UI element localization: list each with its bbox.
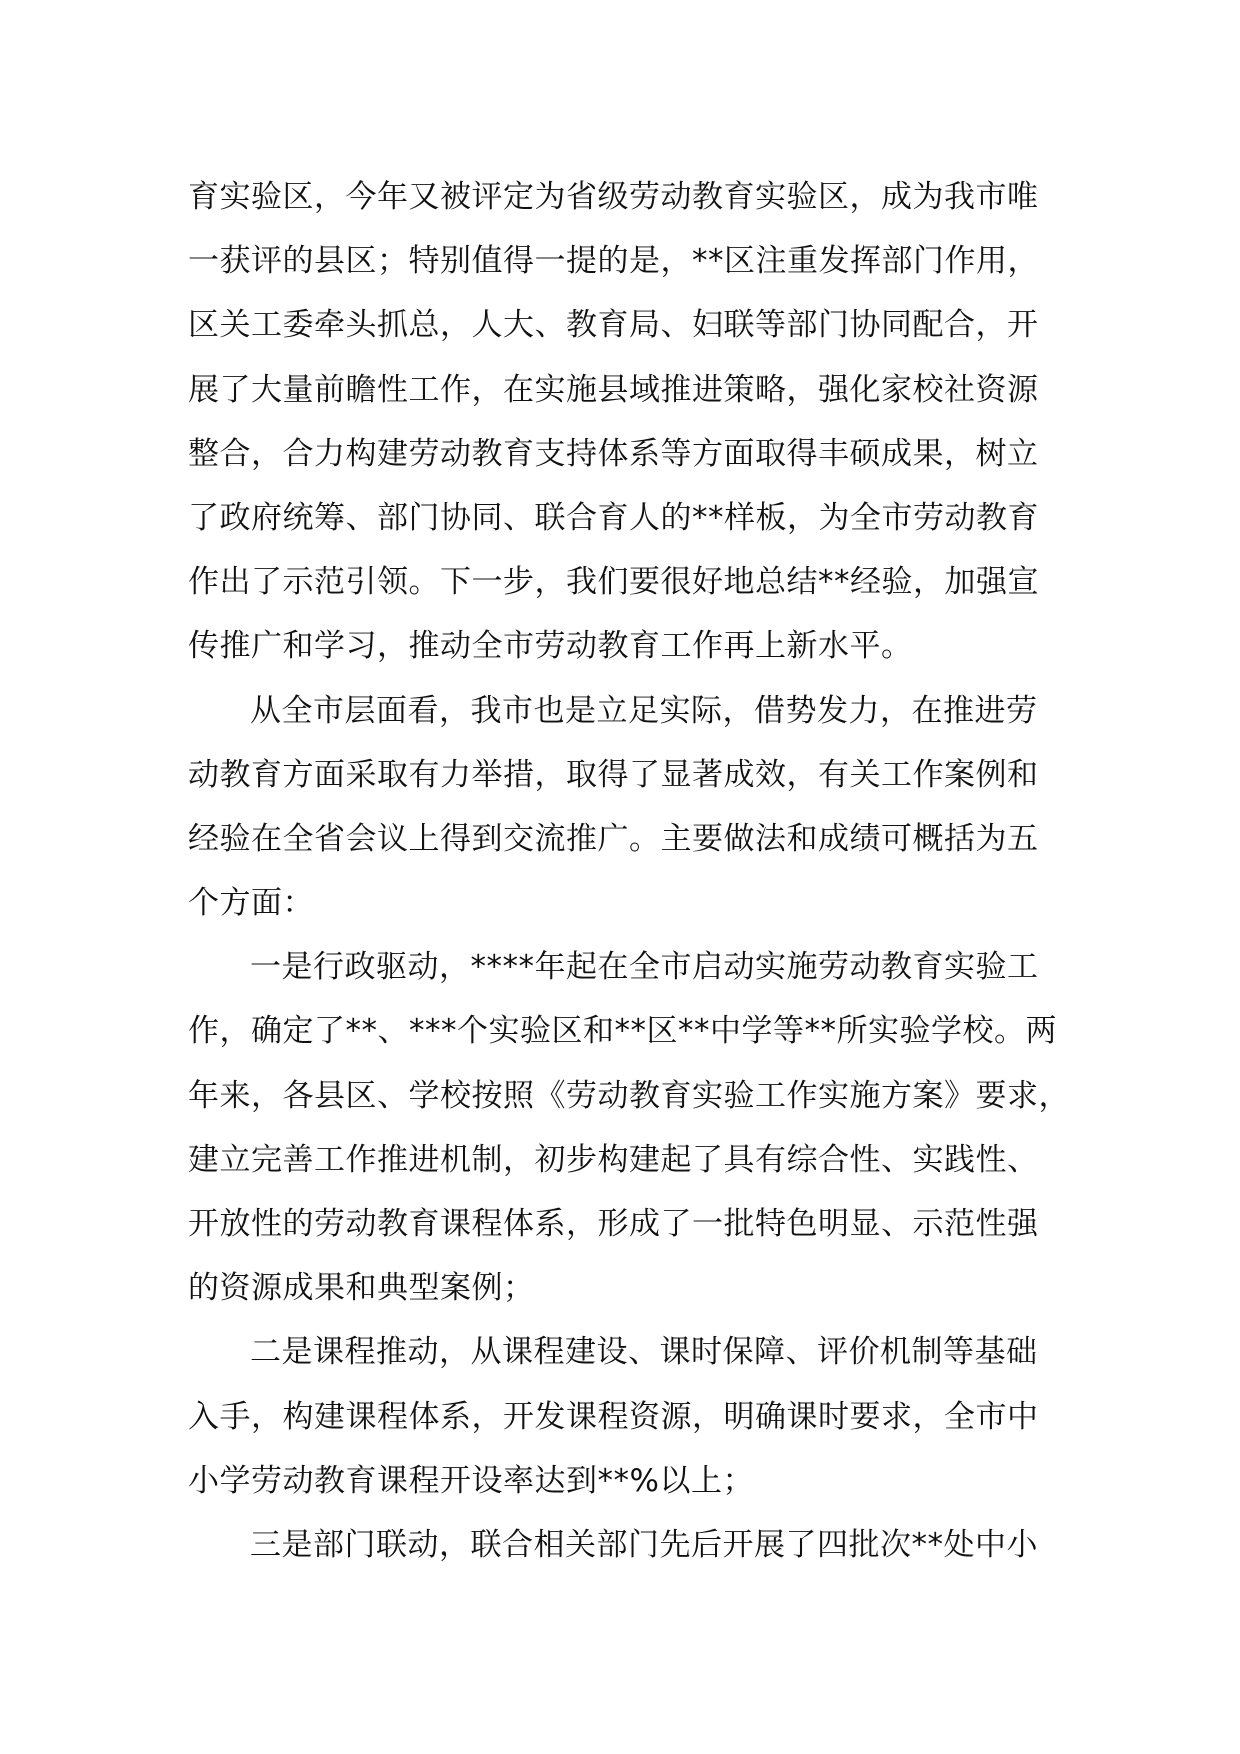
text-line: 个方面：: [188, 885, 314, 922]
text-line: 一获评的县区；特别值得一提的是，**区注重发挥部门作用，: [188, 243, 1039, 280]
text-line: 年来，各县区、学校按照《劳动教育实验工作实施方案》要求，: [188, 1077, 1070, 1114]
text-line: 展了大量前瞻性工作，在实施县域推进策略，强化家校社资源: [188, 371, 1039, 408]
text-line: 入手，构建课程体系，开发课程资源，明确课时要求，全市中: [188, 1398, 1039, 1435]
text-line: 了政府统筹、部门协同、联合育人的**样板，为全市劳动教育: [188, 499, 1039, 536]
paragraph-start-line: 一是行政驱动，****年起在全市启动实施劳动教育实验工: [250, 949, 1039, 986]
paragraph-start-line: 三是部门联动，联合相关部门先后开展了四批次**处中小: [250, 1526, 1038, 1563]
paragraph-start-line: 从全市层面看，我市也是立足实际，借势发力，在推进劳: [250, 692, 1038, 729]
body-text: [188, 165, 1068, 1577]
text-line: 区关工委牵头抓总，人大、教育局、妇联等部门协同配合，开: [188, 307, 1039, 344]
text-line: 作，确定了**、***个实验区和**区**中学等**所实验学校。两: [188, 1013, 1057, 1050]
text-line: 开放性的劳动教育课程体系，形成了一批特色明显、示范性强: [188, 1206, 1039, 1242]
text-line: 经验在全省会议上得到交流推广。主要做法和成绩可概括为五: [188, 820, 1039, 857]
text-line: 的资源成果和典型案例；: [188, 1270, 535, 1307]
text-line: 建立完善工作推进机制，初步构建起了具有综合性、实践性、: [188, 1141, 1039, 1178]
text-line: 作出了示范引领。下一步，我们要很好地总结**经验，加强宣: [188, 564, 1039, 601]
paragraph-start-line: 二是课程推动，从课程建设、课时保障、评价机制等基础: [250, 1334, 1038, 1371]
text-line: 动教育方面采取有力举措，取得了显著成效，有关工作案例和: [188, 756, 1039, 793]
text-line: 传推广和学习，推动全市劳动教育工作再上新水平。: [188, 628, 913, 665]
text-line: 整合，合力构建劳动教育支持体系等方面取得丰硕成果，树立: [188, 435, 1039, 472]
text-line: 小学劳动教育课程开设率达到**%以上；: [188, 1462, 754, 1499]
text-line: 育实验区，今年又被评定为省级劳动教育实验区，成为我市唯: [188, 179, 1039, 215]
